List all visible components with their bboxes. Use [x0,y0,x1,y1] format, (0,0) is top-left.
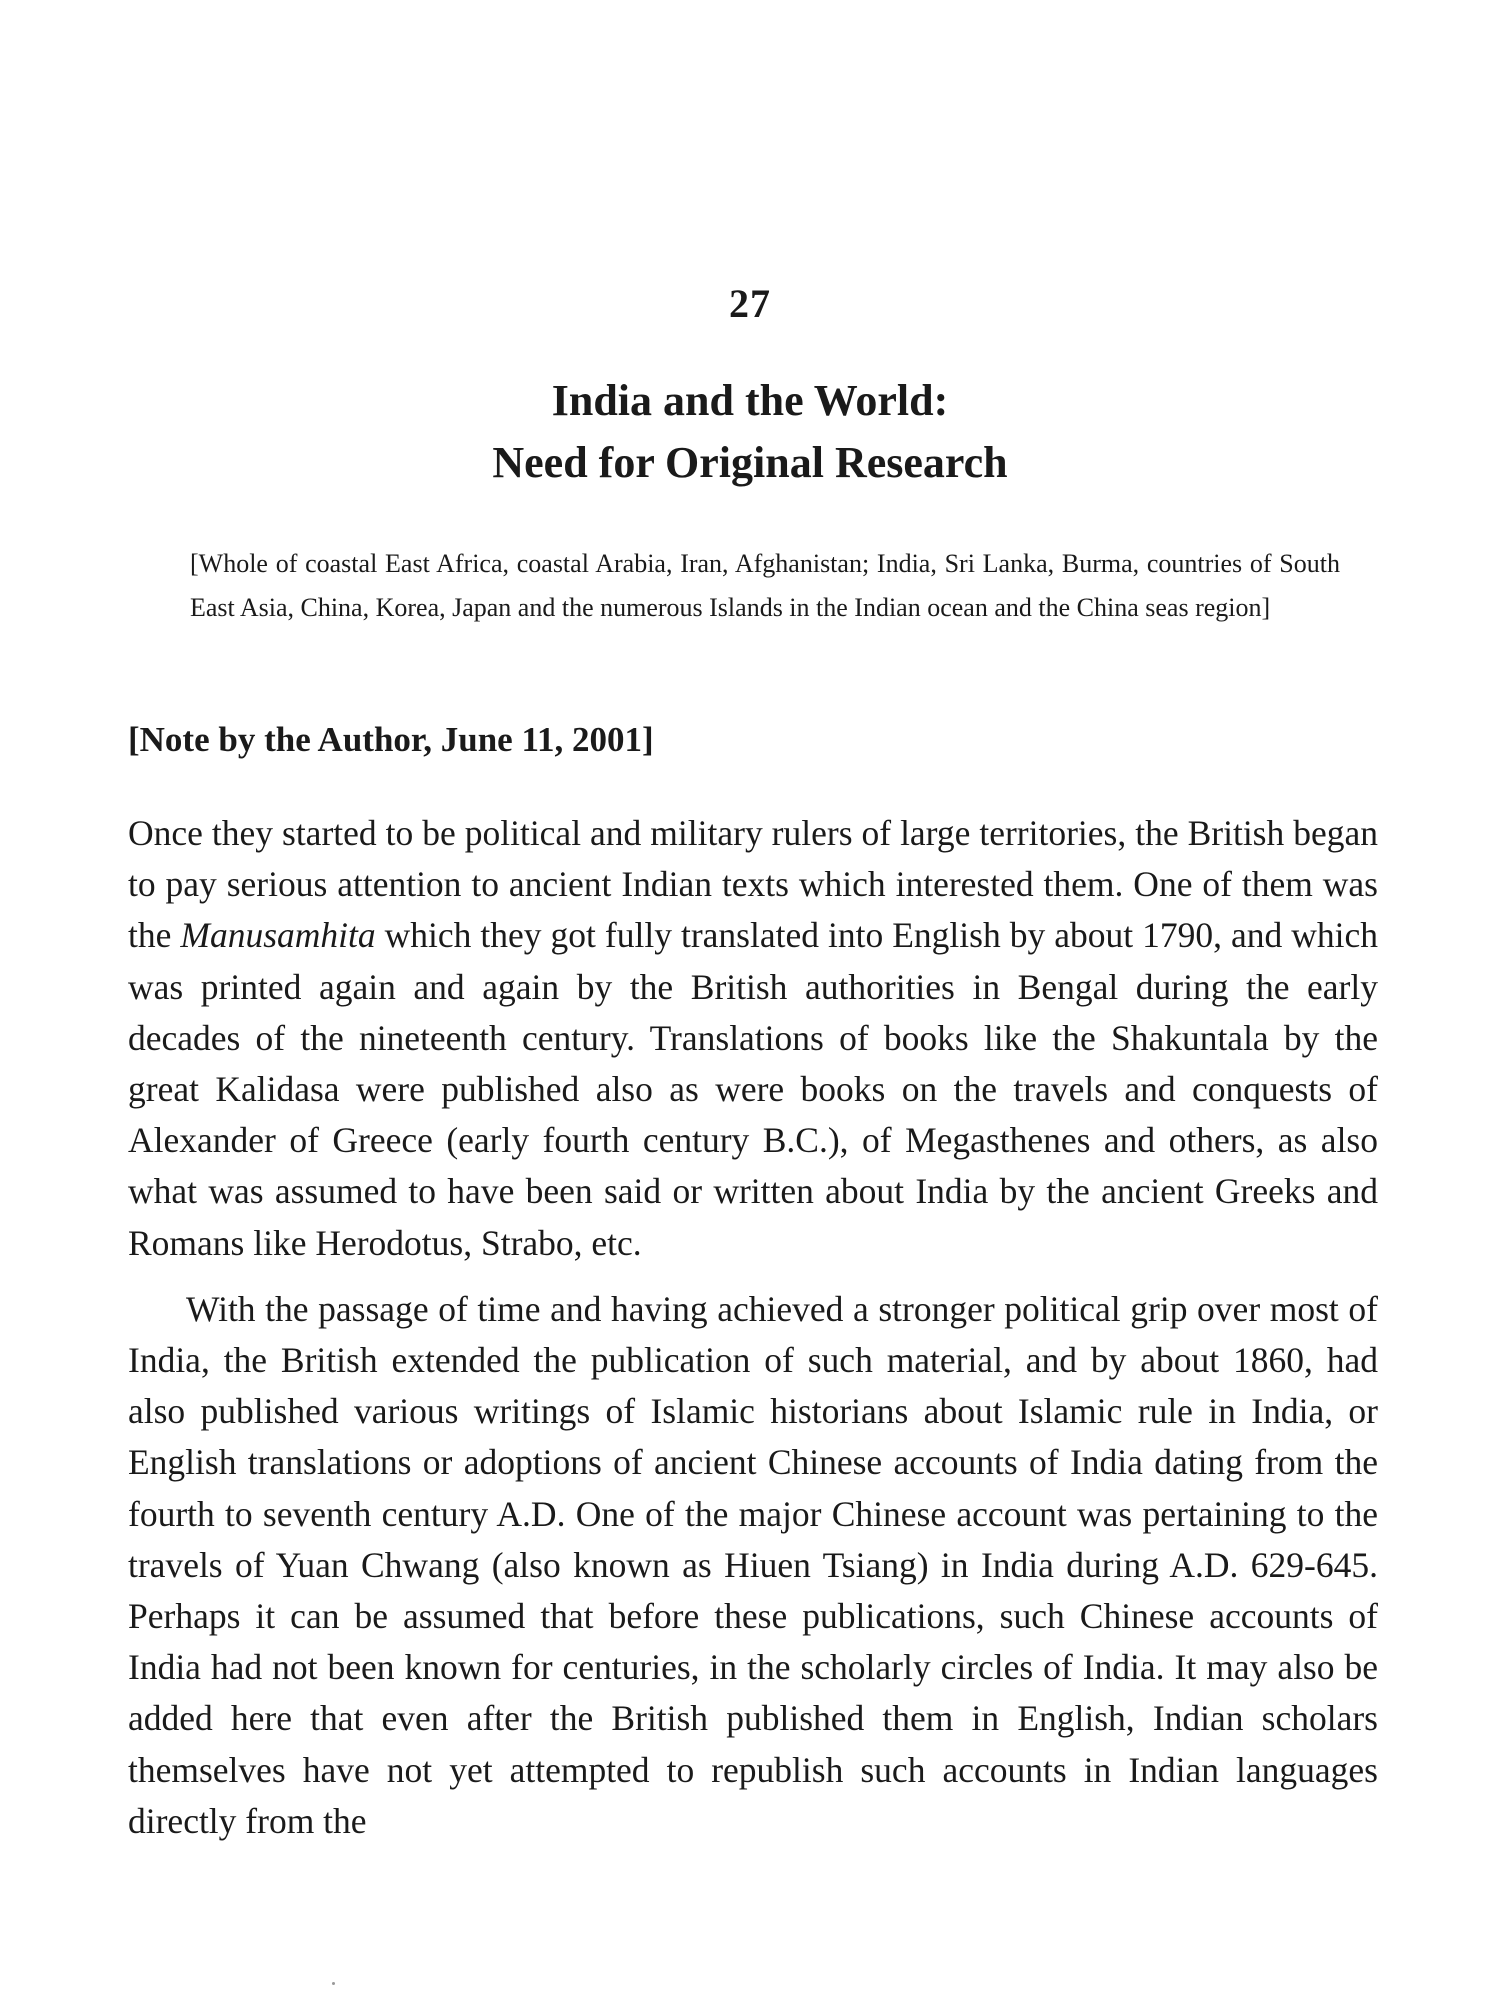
chapter-title-line-1: India and the World: [551,376,949,425]
paragraph-1 [128,808,1378,1269]
chapter-title-line-2: Need for Original Research [492,438,1008,487]
paragraph-1-part-a: Once they started to be political and military rulers of large territories, the British began to pay serious attention to ancient Indian texts which interested them. One of them was the [128,813,1378,956]
author-note-heading: [Note by the Author, June 11, 2001] [128,720,654,759]
paragraph-1-part-b: which they got fully translated into English by about 1790, and which was printed again and again by the British authorities in Bengal during the early decades of the nineteenth century. Translations of books like the Shakuntala by the great Kalidasa were published also as were books on the travels and conquests of Alexander of Greece (early fourth century B.C.), of Megasthenes and others, as also what was assumed to have been said or written about India by the ancient Greeks and Romans like Herodotus, Strabo, etc. [128,915,1378,1263]
manusamhita-italic: Manusamhita [180,915,376,956]
scan-speck [332,1982,335,1985]
chapter-title [0,370,1500,494]
paragraph-2: With the passage of time and having achieved a stronger political grip over most of India, the British extended the publication of such material, and by about 1860, had also published various writings of Islamic historians about Islamic rule in India, or English translations or adoptions of ancient Chinese accounts of India dating from the fourth to seventh century A.D. One of the major Chinese account was pertaining to the travels of Yuan Chwang (also known as Hiuen Tsiang) in India during A.D. 629-645. Perhaps it can be assumed that before these publications, such Chinese accounts of India had not been known for centuries, in the scholarly circles of India. It may also be added here that even after the British published them in English, Indian scholars themselves have not yet attempted to republish such accounts in Indian languages directly from the [128,1288,1378,1841]
chapter-number: 27 [729,281,771,326]
region-note: [Whole of coastal East Africa, coastal Arabia, Iran, Afghanistan; India, Sri Lanka, Burma, countries of South East Asia, China, Korea, Japan and the numerous Islands in the Indian ocean and the China seas region] [190,549,1340,622]
body-text [128,808,1378,1847]
